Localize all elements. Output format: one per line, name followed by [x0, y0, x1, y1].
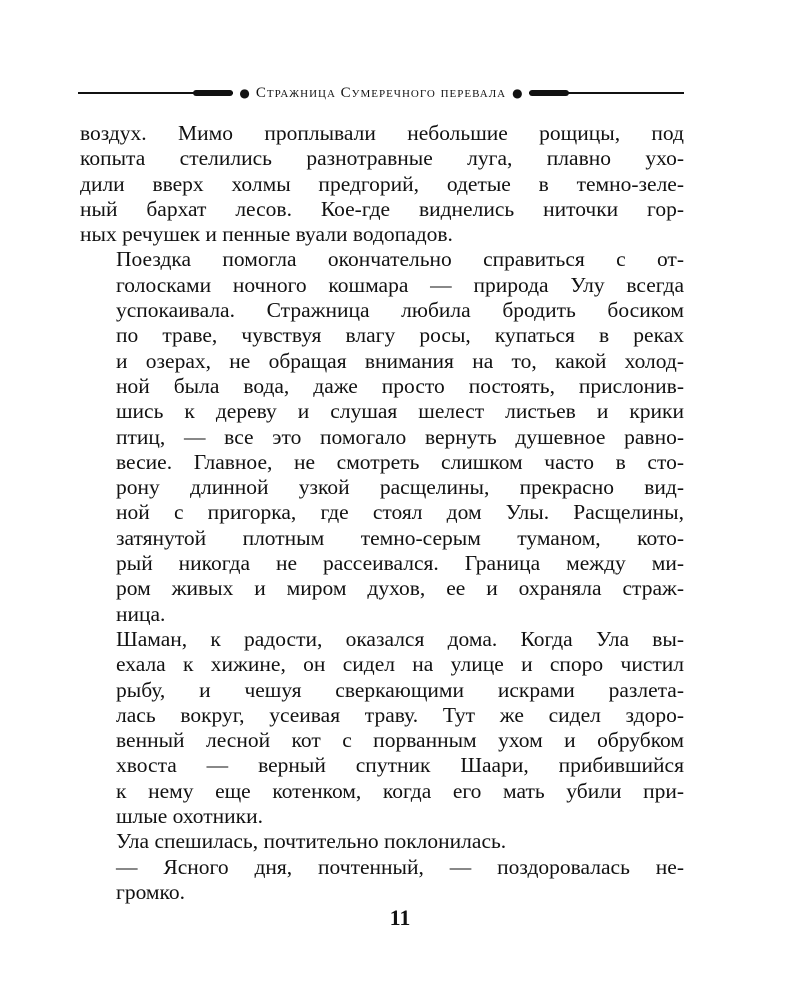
text-line: ной была вода, даже просто постоять, прислонив-: [116, 373, 684, 398]
paragraph: [80, 829, 684, 854]
paragraph: [80, 855, 684, 906]
running-header: [78, 80, 684, 106]
text-line: весие. Главное, не смотреть слишком часто в сто-: [116, 449, 684, 474]
text-line: шись к дереву и слушая шелест листьев и крики: [116, 399, 684, 424]
text-line: Шаман, к радости, оказался дома. Когда Ула вы-: [116, 626, 684, 651]
text-line: рону длинной узкой расщелины, прекрасно вид-: [116, 475, 684, 500]
header-rule-left: [78, 92, 233, 94]
text-line: рый никогда не рассеивался. Граница между ми-: [116, 551, 684, 576]
text-line: затянутой плотным темно-серым туманом, кото-: [116, 525, 684, 550]
text-line: рыбу, и чешуя сверкающими искрами разлета-: [116, 677, 684, 702]
text-line: Ула спешилась, почтительно поклонилась.: [116, 829, 507, 854]
text-line: ных речушек и пенные вуали водопадов.: [80, 222, 453, 247]
text-line: голосками ночного кошмара — природа Улу всегда: [116, 272, 684, 297]
header-title: Стражница Сумеречного перевала: [255, 84, 507, 101]
text-line: шлые охотники.: [116, 804, 263, 829]
text-line: копыта стелились разнотравные луга, плавно ухо-: [80, 146, 684, 171]
header-bullet-left: ●: [239, 86, 250, 100]
text-line: ной с пригорка, где стоял дом Улы. Расщелины,: [116, 500, 684, 525]
paragraph: [80, 627, 684, 829]
text-line: и озерах, не обращая внимания на то, какой холод-: [116, 348, 684, 373]
text-line: по траве, чувствуя влагу росы, купаться в реках: [116, 323, 684, 348]
header-rule-right: [529, 92, 684, 94]
text-line: ный бархат лесов. Кое-где виднелись ниточки гор-: [80, 196, 684, 221]
text-line: птиц, — все это помогало вернуть душевное равно-: [116, 424, 684, 449]
text-line: венный лесной кот с порванным ухом и обрубком: [116, 728, 684, 753]
text-line: ром живых и миром духов, ее и охраняла страж-: [116, 576, 684, 601]
header-bullet-right: ●: [512, 86, 523, 100]
text-line: ехала к хижине, он сидел на улице и споро чистил: [116, 652, 684, 677]
text-line: воздух. Мимо проплывали небольшие рощицы, под: [80, 121, 684, 145]
text-line: успокаивала. Стражница любила бродить босиком: [116, 298, 684, 323]
text-line: хвоста — верный спутник Шаари, прибившийся: [116, 753, 684, 778]
text-line: дили вверх холмы предгорий, одетые в темно-зеле-: [80, 171, 684, 196]
page-number: 11: [389, 905, 411, 930]
paragraph: [80, 247, 684, 626]
text-line: лась вокруг, усеивая траву. Тут же сидел здоро-: [116, 702, 684, 727]
body-text: [80, 121, 684, 905]
text-line: к нему еще котенком, когда его мать убили при-: [116, 778, 684, 803]
text-line: — Ясного дня, почтенный, — поздоровалась не-: [116, 854, 684, 879]
text-line: Поездка помогла окончательно справиться с от-: [116, 247, 684, 272]
text-line: ница.: [116, 601, 166, 626]
paragraph: [80, 121, 684, 247]
text-line: громко.: [116, 879, 185, 904]
